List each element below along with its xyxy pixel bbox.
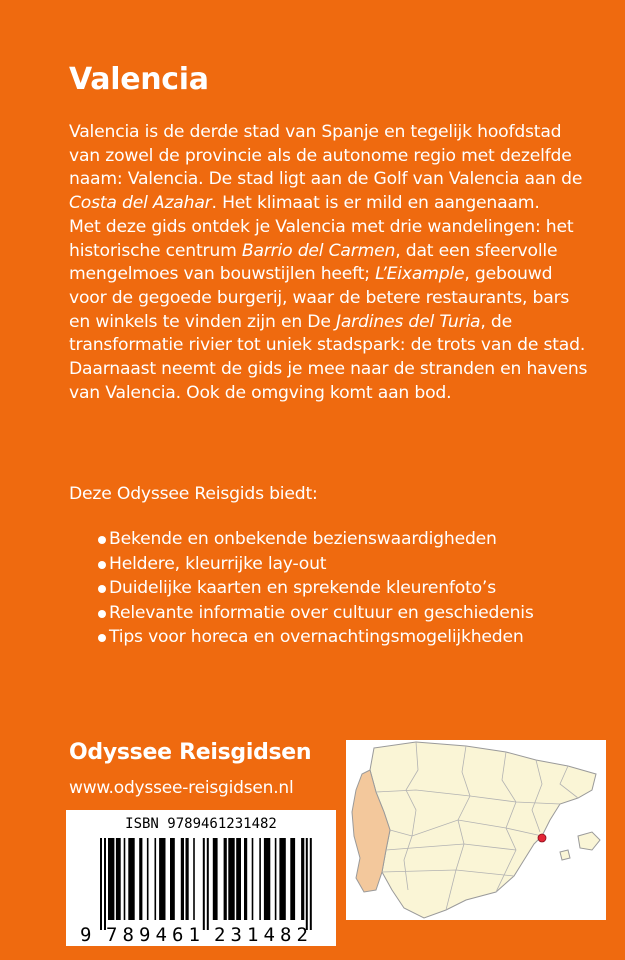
text-run: Met deze gids ontdek je Valencia met drie wandelingen: het historische centrum xyxy=(69,216,574,261)
barcode-bar xyxy=(159,838,165,920)
barcode-digits-left: 789461 xyxy=(106,924,200,946)
list-item: Tips voor horeca en overnachtingsmogelijkheden xyxy=(69,625,534,650)
barcode-bar xyxy=(147,838,149,920)
location-map xyxy=(346,740,606,920)
barcode-bar xyxy=(170,838,175,920)
barcode-bar xyxy=(139,838,142,920)
isbn-label: ISBN 9789461231482 xyxy=(125,816,277,832)
barcode-bar xyxy=(207,838,209,930)
barcode-bar xyxy=(264,838,270,920)
barcode-bar xyxy=(155,838,157,920)
barcode-bar xyxy=(306,838,308,930)
barcode-bar xyxy=(124,838,126,920)
list-item: Duidelijke kaarten en sprekende kleurenfoto’s xyxy=(69,576,534,601)
emphasized-text: L’Eixample xyxy=(375,264,465,285)
barcode-bar xyxy=(228,838,234,920)
barcode-bar xyxy=(203,838,205,930)
barcode xyxy=(66,810,336,946)
ibiza-shape xyxy=(560,850,570,860)
barcode-bar xyxy=(128,838,134,920)
list-item: Relevante informatie over cultuur en geschiedenis xyxy=(69,601,534,626)
list-item: Bekende en onbekende bezienswaardigheden xyxy=(69,527,534,552)
barcode-bar xyxy=(259,838,261,920)
text-run: , gebouwd voor de gegoede burgerij, waar de betere restaurants, bars en winkels te vinden zijn en De xyxy=(69,264,570,332)
features-intro: Deze Odyssee Reisgids biedt: xyxy=(69,484,318,504)
barcode-bar xyxy=(236,838,241,920)
barcode-bar xyxy=(244,838,247,920)
barcode-digit-first: 9 xyxy=(80,924,92,946)
book-title: Valencia xyxy=(69,62,209,97)
emphasized-text: Jardines del Turia xyxy=(335,311,481,332)
bullet-icon xyxy=(98,536,106,544)
barcode-bar xyxy=(252,838,254,920)
barcode-bar xyxy=(181,838,184,920)
barcode-bar xyxy=(301,838,304,920)
barcode-bar xyxy=(275,838,277,920)
barcode-digits-right: 231482 xyxy=(214,924,308,946)
barcode-bar xyxy=(279,838,285,920)
list-item: Heldere, kleurrijke lay-out xyxy=(69,552,534,577)
emphasized-text: Costa del Azahar xyxy=(69,193,212,214)
publisher-name: Odyssee Reisgidsen xyxy=(69,740,312,765)
emphasized-text: Barrio del Carmen xyxy=(241,240,396,261)
barcode-bar xyxy=(186,838,189,920)
barcode-bar xyxy=(100,838,102,930)
barcode-bar xyxy=(213,838,218,920)
bullet-icon xyxy=(98,585,106,593)
text-run: , de transformatie rivier tot uniek stadspark: de trots van de stad. Daarnaast neemt de gids je mee naar de stranden en havens van Valencia. Ook de omgving komt aan bod. xyxy=(69,311,588,403)
description xyxy=(69,121,589,405)
paragraph-2 xyxy=(69,216,589,406)
bullet-icon xyxy=(98,634,106,642)
barcode-bar xyxy=(310,838,312,930)
paragraph-1 xyxy=(69,121,589,216)
valencia-marker-icon xyxy=(538,834,546,842)
barcode-bar xyxy=(116,838,121,920)
barcode-bar xyxy=(290,838,295,920)
barcode-bar xyxy=(104,838,106,930)
barcode-bar xyxy=(224,838,227,920)
bullet-icon xyxy=(98,561,106,569)
text-run: . Het klimaat is er mild en aangenaam. xyxy=(211,193,540,214)
text-run: , dat een sfeervolle mengelmoes van bouwstijlen heeft; xyxy=(69,240,558,285)
spain-map xyxy=(346,740,606,920)
barcode-bars xyxy=(66,810,336,946)
text-run: Valencia is de derde stad van Spanje en tegelijk hoofdstad van zowel de provincie als de autonome regio met dezelfde naam: Valencia. De stad ligt aan de Golf van Valencia aan de xyxy=(69,122,583,190)
barcode-bar xyxy=(193,838,195,920)
feature-list xyxy=(69,527,534,650)
bullet-icon xyxy=(98,610,106,618)
barcode-bar xyxy=(108,838,114,920)
publisher-url[interactable]: www.odyssee-reisgidsen.nl xyxy=(69,778,294,798)
